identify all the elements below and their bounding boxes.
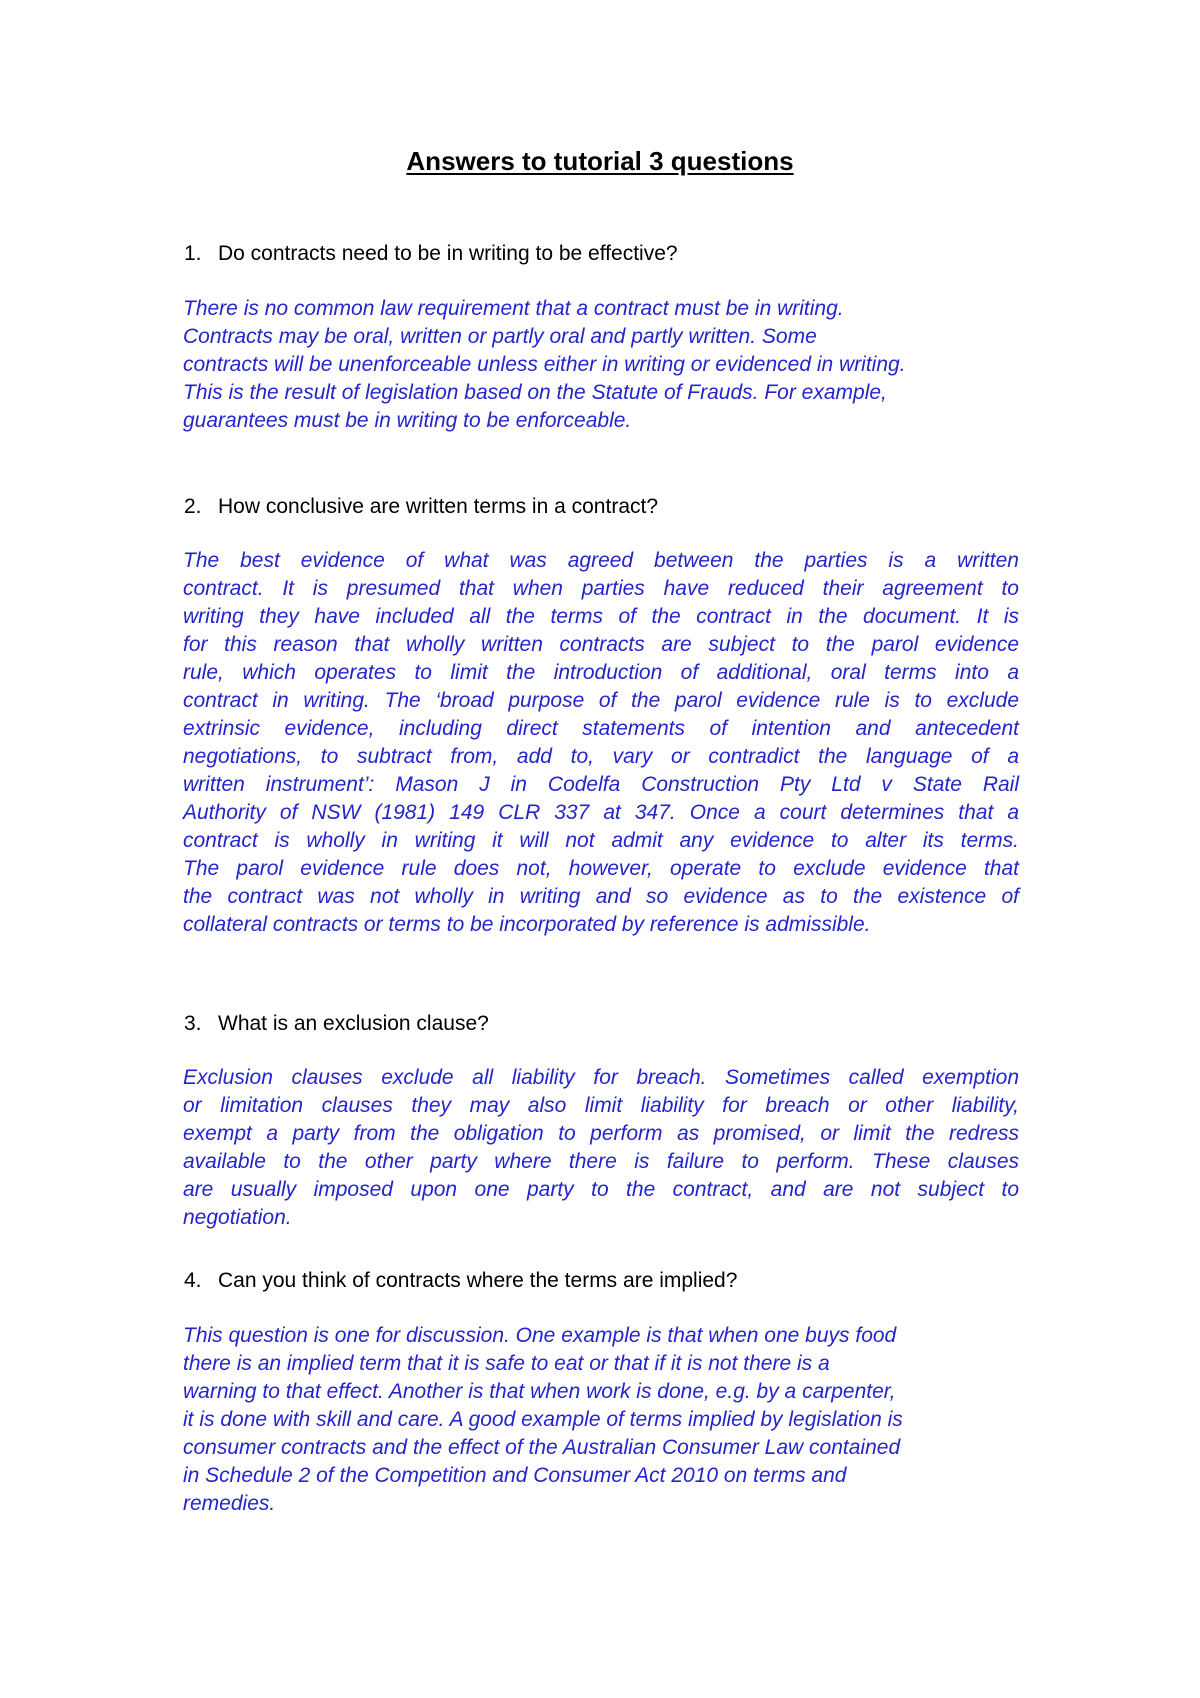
answer-line: exempt a party from the obligation to perform as promised, or limit the redress (183, 1122, 1019, 1145)
answer-line: rule, which operates to limit the introduction of additional, oral terms into a (183, 661, 1019, 684)
answer-line: are usually imposed upon one party to the contract, and are not subject to (183, 1178, 1019, 1201)
answer-line: writing they have included all the terms of the contract in the document. It is (183, 605, 1019, 628)
answer-line: written instrument’: Mason J in Codelfa Construction Pty Ltd v State Rail (183, 773, 1019, 796)
answer-line: remedies. (183, 1492, 276, 1515)
question-number: 4. (184, 1269, 202, 1292)
answer-line: guarantees must be in writing to be enforceable. (183, 409, 632, 432)
answer-line: collateral contracts or terms to be incorporated by reference is admissible. (183, 913, 871, 936)
answer-4 (183, 1322, 1019, 1518)
question-4 (184, 1267, 738, 1295)
answer-line: consumer contracts and the effect of the Australian Consumer Law contained (183, 1436, 901, 1459)
answer-line: negotiations, to subtract from, add to, vary or contradict the language of a (183, 745, 1019, 768)
question-text: Do contracts need to be in writing to be effective? (218, 242, 678, 265)
answer-line: The parol evidence rule does not, however, operate to exclude evidence that (183, 857, 1019, 880)
answer-line: it is done with skill and care. A good example of terms implied by legislation is (183, 1408, 903, 1431)
answer-3 (183, 1064, 1019, 1232)
question-text: How conclusive are written terms in a contract? (218, 495, 659, 518)
document-title: Answers to tutorial 3 questions (406, 146, 794, 176)
question-text: What is an exclusion clause? (218, 1012, 489, 1035)
answer-line: Authority of NSW (1981) 149 CLR 337 at 347. Once a court determines that a (183, 801, 1019, 824)
answer-line: contract is wholly in writing it will not admit any evidence to alter its terms. (183, 829, 1019, 852)
answer-line: The best evidence of what was agreed between the parties is a written (183, 549, 1019, 572)
question-number: 1. (184, 242, 202, 265)
answer-line: This question is one for discussion. One example is that when one buys food (183, 1324, 897, 1347)
question-number: 3. (184, 1012, 202, 1035)
answer-line: contract. It is presumed that when parties have reduced their agreement to (183, 577, 1019, 600)
answer-line: There is no common law requirement that a contract must be in writing. (183, 297, 844, 320)
answer-line: available to the other party where there is failure to perform. These clauses (183, 1150, 1019, 1173)
answer-1 (183, 295, 1019, 435)
question-3 (184, 1010, 489, 1038)
answer-line: there is an implied term that it is safe to eat or that if it is not there is a (183, 1352, 830, 1375)
question-1 (184, 240, 678, 268)
answer-line: extrinsic evidence, including direct statements of intention and antecedent (183, 717, 1019, 740)
answer-line: This is the result of legislation based on the Statute of Frauds. For example, (183, 381, 887, 404)
answer-line: or limitation clauses they may also limit liability for breach or other liability, (183, 1094, 1019, 1117)
question-number: 2. (184, 495, 202, 518)
answer-line: warning to that effect. Another is that when work is done, e.g. by a carpenter, (183, 1380, 896, 1403)
answer-line: contracts will be unenforceable unless either in writing or evidenced in writing. (183, 353, 906, 376)
answer-2 (183, 547, 1019, 939)
answer-line: negotiation. (183, 1206, 292, 1229)
answer-line: for this reason that wholly written contracts are subject to the parol evidence (183, 633, 1019, 656)
question-2 (184, 493, 659, 521)
answer-line: Exclusion clauses exclude all liability for breach. Sometimes called exemption (183, 1066, 1019, 1089)
answer-line: in Schedule 2 of the Competition and Consumer Act 2010 on terms and (183, 1464, 847, 1487)
question-text: Can you think of contracts where the terms are implied? (218, 1269, 738, 1292)
answer-line: contract in writing. The ‘broad purpose of the parol evidence rule is to exclude (183, 689, 1019, 712)
answer-line: the contract was not wholly in writing and so evidence as to the existence of (183, 885, 1019, 908)
answer-line: Contracts may be oral, written or partly oral and partly written. Some (183, 325, 817, 348)
